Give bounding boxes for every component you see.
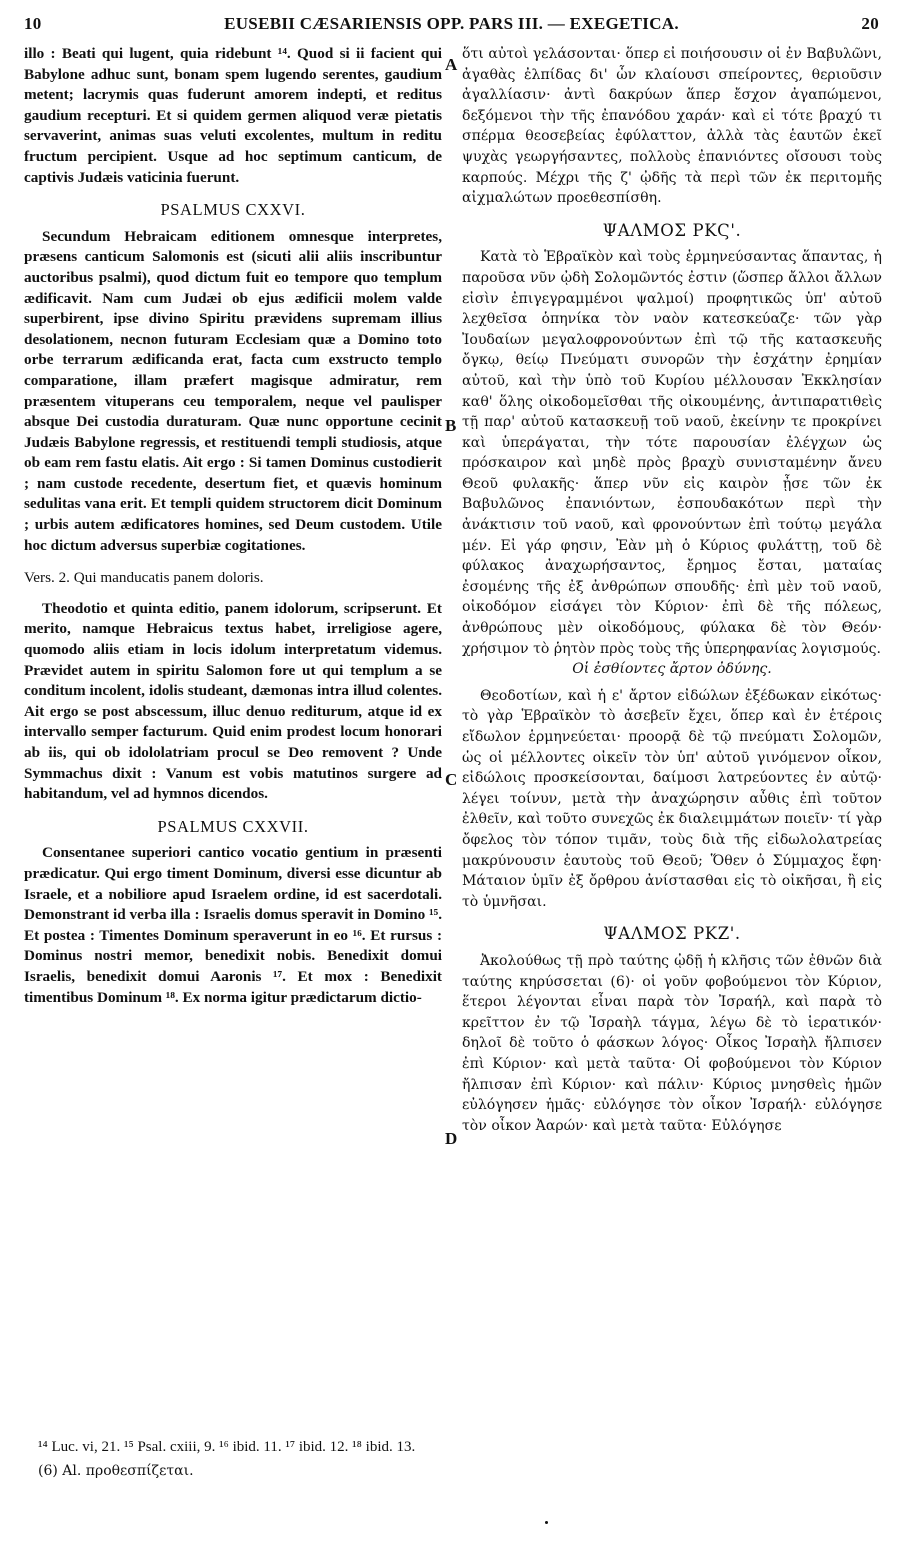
greek-paragraph-1: ὅτι αὐτοὶ γελάσονται· ὅπερ εἰ ποιήσουσιν οἱ ἐν Βαβυλῶνι, ἀγαθὰς ἐλπίδας δι' ὧν κλαίουσι σπείροντες, θεριοῦσιν ἀγαλλίασιν· ἀντὶ δακρύων ἅπερ ἔσχον ἀγαπώμενοι, δεξόμενοι τὴν τῆς ἐπανόδου χαράν· καὶ εἰ τότε βραχύ τι σπέρμα θεοσεβείας ἐφύλαττον, ἀλλὰ τὰς ἑαυτῶν ἐκεῖ ψυχὰς γεωργήσαντες, πολλοὺς ἐπανιόντες οἴσουσι τοὺς καρπούς. Μέχρι τῆς ζ' ᾠδῆς τὰ περὶ τῶν ἐκ περιτομῆς αἰχμαλώτων προεθεσπίσθη. (462, 46, 882, 207)
latin-paragraph-3: Theodotio et quinta editio, panem idolorum, scripserunt. Et merito, namque Hebraicus textus habet, irreligiose agere, quomodo aliis etiam in locis idolum interpretatum videmus. Prævidet autem in spiritu Salomon fore ut qui templum a se conditum incolent, idolis studeant, dæmonas intra illud colentes. Ait ergo se post abscessum, illuc denuo rediturum, atque id ex intervallo semper facturum. Quid enim prodest locum honorari ab iis, qui ob idololatriam procul se Deo removent ? Unde Symmachus dixit : Vanum est vobis matutinos surgere ad habitandum, vel ad hymnos dicendos. (24, 599, 442, 803)
latin-paragraph-1: illo : Beati qui lugent, quia ridebunt ¹⁴. Quod si ii facient qui Babylone adhuc sunt, bonam spem lugendo serentes, gaudium metent; lacrymis quas fuderunt amorem indepti, et reditus gaudium recepturi. Et si quidem germen aliquod veræ pietatis servaverint, animas suas veluti excolentes, multum in reditu fructum percipient. Usque ad hoc septimum canticum, de captivis Judæis vaticinia fuerunt. (24, 45, 442, 186)
page-number-left: 10 (24, 14, 42, 33)
margin-letter-d: D (445, 1129, 458, 1148)
greek-verse-caption: Οἱ ἐσθίοντες ἄρτον ὀδύνης. (572, 661, 772, 678)
latin-column (24, 44, 442, 1008)
greek-psalm-heading-126: ΨΑΛΜΟΣ ΡΚϚ'. (602, 220, 742, 240)
latin-verse-caption: Vers. 2. Qui manducatis panem doloris. (24, 569, 264, 587)
footnote-references: ¹⁴ Luc. vi, 21. ¹⁵ Psal. cxiii, 9. ¹⁶ ibid. 11. ¹⁷ ibid. 12. ¹⁸ ibid. 13. (38, 1439, 416, 1455)
running-header (18, 14, 885, 40)
margin-letter-a: A (445, 55, 458, 74)
page-number-right: 20 (861, 14, 879, 33)
latin-paragraph-4: Consentanee superiori cantico vocatio gentium in præsenti prædicatur. Qui ergo timent Dominum, diversi esse dicuntur ab Israele, et a nobiliore apud Israelem ordine, id est sacerdotali. Demonstrant id verba illa : Israelis domus speravit in Domino ¹⁵. Et postea : Timentes Dominum speraverunt in eo ¹⁶. Et rursus : Dominus nostri memor, benedixit nobis. Benedixit domui Israelis, benedixit domui Aaronis ¹⁷. Et mox : Benedixit timentibus Dominum ¹⁸. Ex norma igitur prædictarum dictio- (24, 844, 442, 1006)
greek-paragraph-2: Κατὰ τὸ Ἑβραϊκὸν καὶ τοὺς ἑρμηνεύσαντας ἅπαντας, ἡ παροῦσα νῦν ᾠδὴ Σολομῶντός ἐστιν (ὥσπερ ἄλλοι ἄλλων εἰσὶν ἐπιγεγραμμένοι ψαλμοί) προφητικῶς ὑπ' αὐτοῦ λεχθεῖσα ὁπηνίκα τὸν ναὸν κατεσκεύαζε· τῶν γὰρ Ἰουδαίων μεγαλοφρονούντων ἐπὶ τῷ τῆς κατασκευῆς ὄγκῳ, θείῳ Πνεύματι συνορῶν τὴν ἐσχάτην ἐρημίαν αὐτοῦ, καὶ τὴν ὑπὸ τοῦ Κυρίου μέλλουσαν Ἐκκλησίαν καθ' ὅλης οἰκοδομεῖσθαι τῆς οἰκουμένης, ἀντιπαρατιθεὶς τῇ παρ' αὐτοῦ κατασκευῇ τοῦ ναοῦ, ἐκείνην τε προκρίνει καὶ ὑπεράγαται, τὴν τότε παρουσίαν ἐλέγχων ὡς πρόσκαιρον καὶ μηδὲ πρὸς βραχὺ συνισταμένην ἄνευ Θεοῦ φυλακῆς· ἅπερ νῦν εἰς καιρὸν ᾖσε τῶν ἐκ Βαβυλῶνος ἐπανιόντων, ἐσπουδακότων περὶ τὴν ἀνάκτισιν τοῦ ναοῦ, καὶ φρονούντων ἐπὶ τούτῳ μεγάλα μέν. Εἰ γάρ φησιν, Ἐὰν μὴ ὁ Κύριος φυλάττῃ, τοῦ δὲ φύλακος ἀναχωρήσαντος, ἔρημος ἔσται, ματαίας ἐσομένης τῆς ἐξ ἀνθρώπων σπουδῆς· ἐπὶ μὲν τοῦ ναοῦ, οἰκοδόμον εἰσάγει τὸν Κύριον· ἐπὶ δὲ τῆς πόλεως, ἀνθρώπους μὲν οἰκοδόμους, φύλακα δὲ τὸν Θεόν· χρήσιμον τὸ ῥητὸν πρὸς τοὺς τῆς ὑπερηφανίας λογισμούς. (462, 249, 882, 657)
footnote-variant-reading: (6) Al. προθεσπίζεται. (38, 1463, 194, 1479)
latin-paragraph-2: Secundum Hebraicam editionem omnesque interpretes, præsens canticum Salomonis est (sicuti alii aliis inscribuntur auctoribus psalmi), quod dictum fuit eo tempore quo templum ædificavit. Nam cum Judæi ob ejus ædificii molem valde superbirent, ipse divino Spiritu prævidens supremam illius desolationem, necnon futuram Ecclesiam quæ a Domino toto orbe terrarum ædificanda erat, facta cum exstructo templo comparatione, illam præfert magisque admiratur, rem præsentem vituperans ceu temporalem, neque vel paulisper absque Dei custodia duraturam. Quæ nunc opportune cecinit Judæis Babylone regressis, et restituendi templi studiosis, atque ob eam rem fastu elatis. Ait ergo : Si tamen Dominus custodierit ; nam custode recedente, desertum fiet, et quævis hominum sedulitas vana erit. Et templi quidem structorem dicit Dominum ; urbis autem ædificatores homines, sed Deum custodem. Utile hoc dictum adversus superbiæ cogitationes. (24, 227, 442, 554)
footnotes (38, 1435, 878, 1483)
ink-dot (545, 1521, 548, 1524)
margin-letter-b: B (445, 416, 457, 435)
greek-psalm-heading-127: ΨΑΛΜΟΣ ΡΚΖ'. (603, 924, 741, 944)
greek-column (462, 44, 882, 1136)
running-title: EUSEBII CÆSARIENSIS OPP. PARS III. — EXEGETICA. (224, 14, 679, 33)
margin-letter-c: C (445, 770, 458, 789)
greek-paragraph-3: Θεοδοτίων, καὶ ἡ ε' ἄρτον εἰδώλων ἐξέδωκαν εἰκότως· τὸ γὰρ Ἑβραϊκὸν τὸ ἀσεβεῖν ἔχει, ὅπερ καὶ ἐν ἑτέροις εἴδωλον ἑρμηνεύεται· προορᾷ δὲ τῷ πνεύματι Σολομῶν, ὡς οἱ μέλλοντες οἰκεῖν τὸν ὑπ' αὐτοῦ γινόμενον οἶκον, εἰδώλοις προσκείσονται, δαίμοσι λατρεύοντες ἐν αὐτῷ· λέγει τοίνυν, μετὰ τὴν ἀναχώρησιν αὖθις ἐπὶ τοῦτον ἐλθεῖν, καὶ τοῦτο συνεχῶς ἐκ διαλειμμάτων ποιεῖν· τί γὰρ ὄφελος τὸν τόπον τιμᾶν, τοὺς διὰ τῆς εἰδωλολατρείας μακρύνουσιν ἑαυτοὺς τοῦ Θεοῦ; Ὅθεν ὁ Σύμμαχος ἔφη· Μάταιον ὑμῖν ἐξ ὄρθρου ἀνίστασθαι εἰς τὸ οἰκῆσαι, ἢ εἰς τὸ ὑμνῆσαι. (462, 687, 882, 910)
greek-paragraph-4: Ἀκολούθως τῇ πρὸ ταύτης ᾠδῇ ἡ κλῆσις τῶν ἐθνῶν διὰ ταύτης κηρύσσεται (6)· οἱ γοῦν φοβούμενοι τὸν Κύριον, ἕτεροι λέγονται εἶναι παρὰ τὸν Ἰσραήλ, καὶ παρὰ τὸ κρεῖττον ἐν τῷ Ἰσραὴλ τάγμα, λέγω δὲ τὸ ἱερατικόν· δηλοῖ δὲ τοῦτο ὁ φάσκων λόγος· Οἶκος Ἰσραὴλ ἤλπισεν ἐπὶ Κύριον· καὶ μετὰ ταῦτα· Οἱ φοβούμενοι τὸν Κύριον ἤλπισαν ἐπὶ Κύριον· καὶ πάλιν· Κύριος μνησθεὶς ἡμῶν εὐλόγησεν ἡμᾶς· εὐλόγησε τὸν οἶκον Ἰσραήλ· εὐλόγησε τὸν οἶκον Ἀαρών· καὶ μετὰ ταῦτα· Εὐλόγησε (462, 952, 882, 1134)
latin-psalm-heading-126: PSALMUS CXXVI. (160, 200, 306, 220)
latin-psalm-heading-127: PSALMUS CXXVII. (157, 816, 309, 836)
